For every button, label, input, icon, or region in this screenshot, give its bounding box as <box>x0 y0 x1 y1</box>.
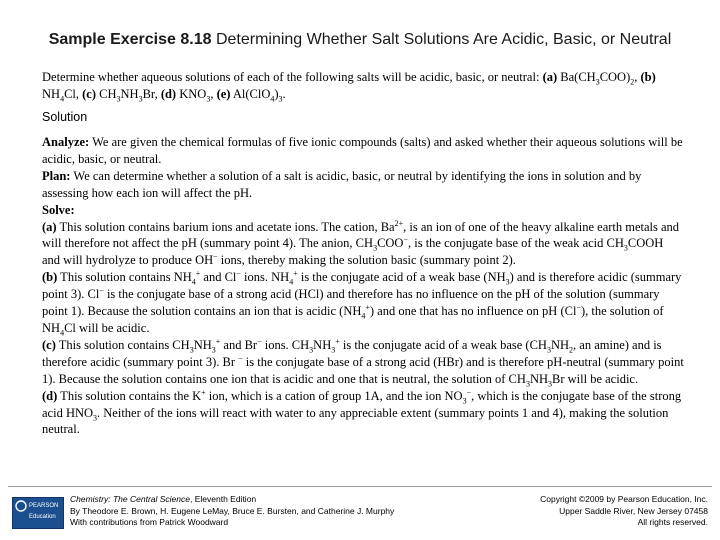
book-contributions: With contributions from Patrick Woodward <box>70 517 229 527</box>
question-paragraph: Determine whether aqueous solutions of each of the following salts will be acidic, basic, or neutral: (a) $Ba(CH_3COO)_2$, (b) $NH_4Cl$, (c) $CH_3NH_3Br$, (d) $KNO_3$, (e) $Al(ClO_4)_3$. <box>42 70 656 104</box>
rights-line: All rights reserved. <box>637 517 708 527</box>
pearson-logo <box>12 497 64 529</box>
exercise-title: Determining Whether Salt Solutions Are Acidic, Basic, or Neutral <box>211 31 672 48</box>
question-text: Determine whether aqueous solutions of each of the following salts will be acidic, basic, or neutral: <box>42 70 540 84</box>
salt-formula-b: $NH_4Cl$ <box>42 87 76 104</box>
plan-label: Plan: <box>42 168 71 183</box>
book-citation <box>70 494 490 529</box>
solution-heading: Solution <box>42 110 88 124</box>
exercise-label: Sample Exercise 8.18 <box>48 31 212 48</box>
publisher-address: Upper Saddle River, New Jersey 07458 <box>559 505 708 516</box>
salt-formula-c: $CH_3NH_3Br$ <box>99 87 155 104</box>
book-edition: , Eleventh Edition <box>190 494 257 504</box>
book-title-line <box>70 494 490 506</box>
solve-label: Solve: <box>42 202 75 217</box>
page-title <box>20 30 700 50</box>
analyze-paragraph <box>42 134 684 168</box>
logo-line-1: PEARSON <box>29 503 59 509</box>
analyze-label: Analyze: <box>42 135 90 149</box>
salt-letter-b: (b) <box>640 70 656 84</box>
logo-text <box>29 501 61 523</box>
analyze-text: We are given the chemical formulas of five ionic compounds (salts) and asked whether their aqueous solutions will be acidic, basic, or neutral. <box>42 135 683 166</box>
copyright-line: Copyright ©2009 by Pearson Education, Inc. <box>540 494 708 504</box>
part-b-paragraph: (b) This solution contains $NH_4^+$ and Cl− ions. $NH_4^+$ is the conjugate acid of a weak base $(NH_3)$ and is therefore acidic (summary point 3). Cl− is the conjugate base of a strong acid (HCl) and therefore has no influence on the pH of the solution (summary point 1). Because the solution contains an ion that is acidic $(NH_4^+)$ and one that has no influence on pH (Cl−), the solution of $NH_4Cl$ will be acidic. <box>42 269 682 338</box>
pearson-logo-icon <box>15 500 27 512</box>
salt-letter-c: (c) <box>82 87 96 101</box>
part-a-paragraph: (a) This solution contains barium ions and acetate ions. The cation, $Ba^{2+}$, is an ion of one of the heavy alkaline earth metals and will therefore not affect the pH (summary point 4). The anion, $CH_3COO^-$, is the conjugate base of the weak acid $CH_3COOH$ and will hydrolyze to produce OH− ions, thereby making the solution basic (summary point 2). <box>42 218 680 268</box>
plan-paragraph <box>42 168 684 202</box>
copyright-block <box>468 494 708 529</box>
salt-letter-a: (a) <box>542 70 558 84</box>
book-title: Chemistry: The Central Science <box>70 494 190 504</box>
footer-divider <box>8 486 712 487</box>
part-d-paragraph: (d) This solution contains the K+ ion, which is a cation of group 1A, and the ion $NO_3^-$, which is the conjugate base of the strong acid $HNO_3$. Neither of the ions will react with water to any appreciable extent (summary points 1 and 4), making the solution neutral. <box>42 387 682 437</box>
solution-body <box>42 134 684 438</box>
salt-formula-e: $Al(ClO_4)_3$ <box>232 87 283 104</box>
logo-line-2: Education <box>29 514 56 520</box>
salt-letter-d: (d) <box>160 87 177 101</box>
book-authors: By Theodore E. Brown, H. Eugene LeMay, Bruce E. Bursten, and Catherine J. Murphy <box>70 505 395 516</box>
salt-letter-e: (e) <box>216 87 231 101</box>
salt-formula-d: $KNO_3$ <box>179 87 211 104</box>
part-c-paragraph: (c) This solution contains $CH_3NH_3^+$ and Br− ions. $CH_3NH_3^+$ is the conjugate acid of a weak base ($CH_3NH_2$, an amine) and is therefore acidic (summary point 3). Br − is the conjugate base of a strong acid (HBr) and is therefore pH-neutral (summary point 1). Because the solution contains one ion that is acidic and one that is neutral, the solution of $CH_3NH_3Br$ will be acidic. <box>42 336 684 389</box>
plan-text: We can determine whether a solution of a salt is acidic, basic, or neutral by identifying the ions in solution and by assessing how each ion will affect the pH. <box>42 168 642 200</box>
salt-formula-a: $Ba(CH_3COO)_2$ <box>560 70 635 87</box>
